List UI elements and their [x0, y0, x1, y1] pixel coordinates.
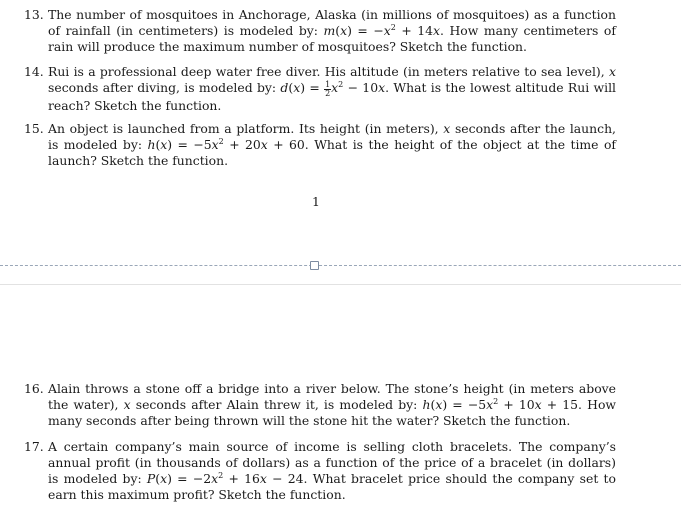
- problem-13: [24, 7, 616, 55]
- page-number: 1: [312, 194, 320, 209]
- page-break-line: [0, 265, 681, 266]
- problem-17: [24, 439, 616, 503]
- problem-16: [24, 381, 616, 429]
- problem-number: 15.: [24, 121, 44, 136]
- problem-number: 17.: [24, 439, 44, 454]
- problem-number: 16.: [24, 381, 44, 396]
- page-top-edge: [0, 284, 681, 285]
- problem-15: [24, 121, 616, 169]
- problem-text: Rui is a professional deep water free diver. His altitude (in meters relative to sea level), x seconds after diving, is modeled by: d(x) = $\frac{1}{2}$ $x^2 - 10x$. What is the lowest altitude Rui will reach? Sketch the function.: [48, 64, 617, 113]
- page-break-handle[interactable]: [310, 261, 319, 270]
- problem-number: 13.: [24, 7, 44, 22]
- problem-14: [24, 64, 616, 114]
- problem-text: A certain company’s main source of income is selling cloth bracelets. The company’s annual profit (in thousands of dollars) as a function of the price of a bracelet (in dollars) is modeled by: $P(x) = -2x^2 + 16x - 24$. What bracelet price should the company set to earn this maximum profit? Sketch the function.: [48, 439, 616, 502]
- problem-text: Alain throws a stone off a bridge into a river below. The stone’s height (in meters above the water), x seconds after Alain threw it, is modeled by: $h(x) = -5x^2 + 10x + 15$. How many seconds after being thrown will the stone hit the water? Sketch the function.: [48, 381, 617, 428]
- problem-number: 14.: [24, 64, 44, 79]
- problem-text: The number of mosquitoes in Anchorage, Alaska (in millions of mosquitoes) as a function of rainfall (in centimeters) is modeled by: $m(x) = -x^2 + 14x$. How many centimeters of rain will produce the maximum number of mosquitoes? Sketch the function.: [48, 7, 616, 54]
- problem-text: An object is launched from a platform. Its height (in meters), x seconds after the launch, is modeled by: $h(x) = -5x^2 + 20x + 60$. What is the height of the object at the time of launch? Sketch the function.: [48, 121, 617, 168]
